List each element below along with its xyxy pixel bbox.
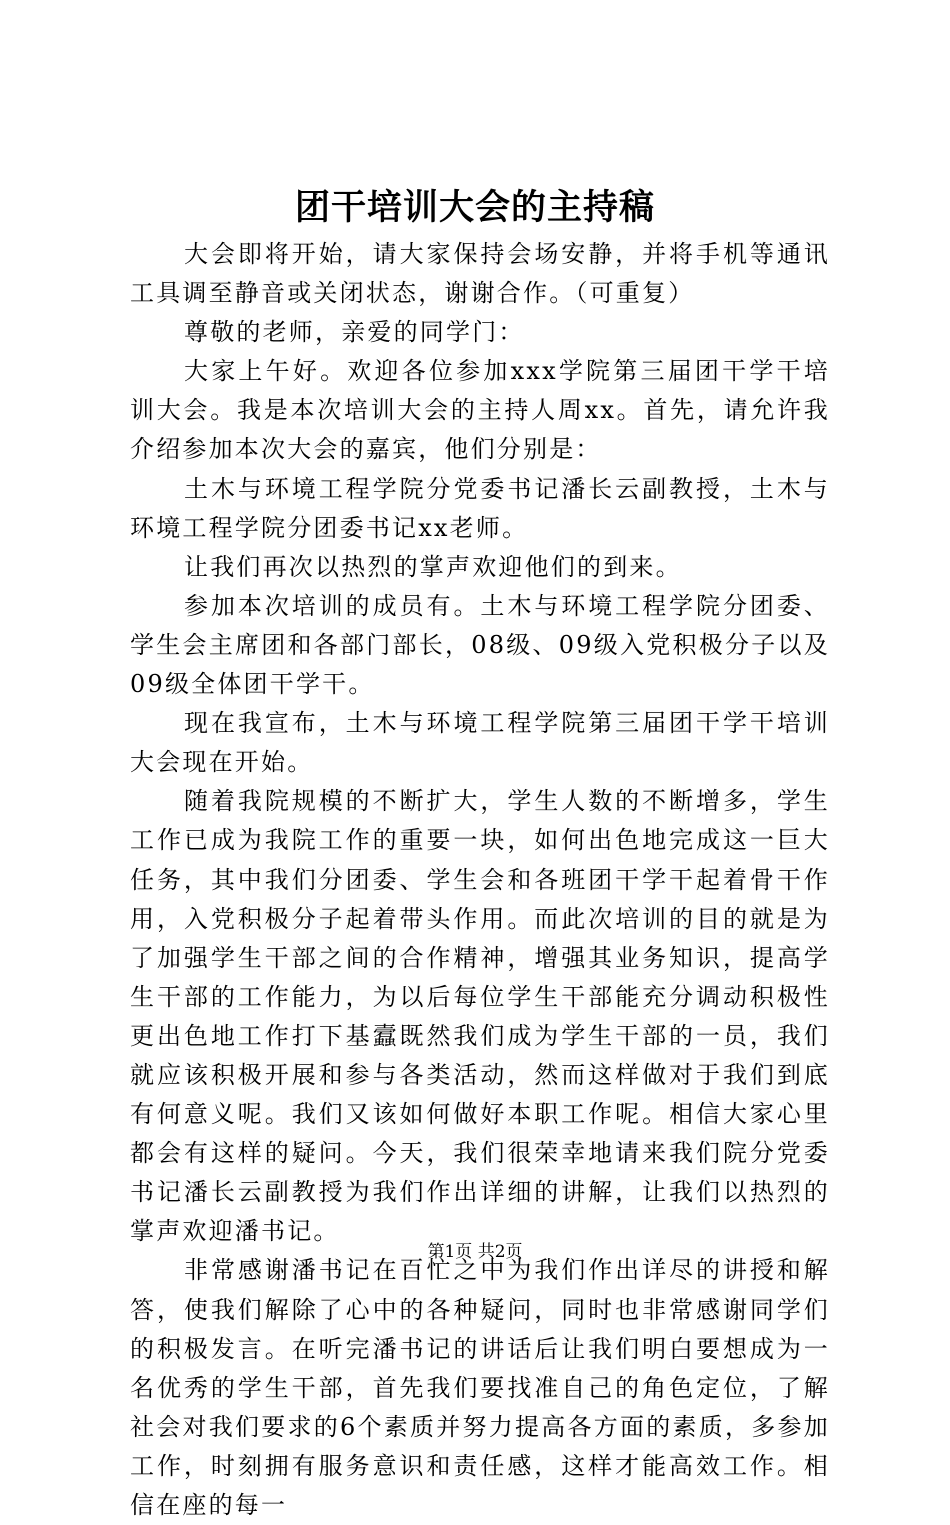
paragraph: 大会即将开始，请大家保持会场安静，并将手机等通讯工具调至静音或关闭状态，谢谢合作。（可重复） [130,240,830,308]
paragraph: 让我们再次以热烈的掌声欢迎他们的到来。 [184,552,682,581]
paragraph: 大家上午好。欢迎各位参加xxx学院第三届团干学干培训大会。我是本次培训大会的主持人周xx。首先，请允许我介绍参加本次大会的嘉宾，他们分别是： [130,357,830,464]
paragraph: 随着我院规模的不断扩大，学生人数的不断增多，学生工作已成为我院工作的重要一块，如何出色地完成这一巨大任务，其中我们分团委、学生会和各班团干学干起着骨干作用，入党积极分子起着带头作用。而此次培训的目的就是为了加强学生干部之间的合作精神，增强其业务知识，提高学生干部的工作能力，为以后每位学生干部能充分调动积极性更出色地工作打下基蠧既然我们成为学生干部的一员，我们就应该积极开展和参与各类活动，然而这样做对于我们到底有何意义呢。我们又该如何做好本职工作呢。相信大家心里都会有这样的疑问。今天，我们很荣幸地请来我们院分党委书记潘长云副教授为我们作出详细的讲解，让我们以热烈的掌声欢迎潘书记。 [130,787,830,1246]
paragraph: 非常感谢潘书记在百忙之中为我们作出详尽的讲授和解答，使我们解除了心中的各种疑问，同时也非常感谢同学们的积极发言。在听完潘书记的讲话后让我们明白要想成为一名优秀的学生干部，首先我们要找准自己的角色定位，了解社会对我们要求的6个素质并努力提高各方面的素质，多参加工作，时刻拥有服务意识和责任感，这样才能高效工作。相信在座的每一 [130,1256,830,1519]
paragraph: 尊敬的老师，亲爱的同学门： [184,318,525,347]
document-title: 团干培训大会的主持稿 [294,188,655,228]
document-body [130,235,830,1525]
paragraph: 参加本次培训的成员有。土木与环境工程学院分团委、学生会主席团和各部门部长，08级、09级入党积极分子以及09级全体团干学干。 [130,591,830,699]
paragraph: 现在我宣布，土木与环境工程学院第三届团干学干培训大会现在开始。 [130,709,830,777]
page-number-footer: 第1页 共2页 [427,1242,523,1262]
paragraph: 土木与环境工程学院分党委书记潘长云副教授，土木与环境工程学院分团委书记xx老师。 [130,474,830,542]
